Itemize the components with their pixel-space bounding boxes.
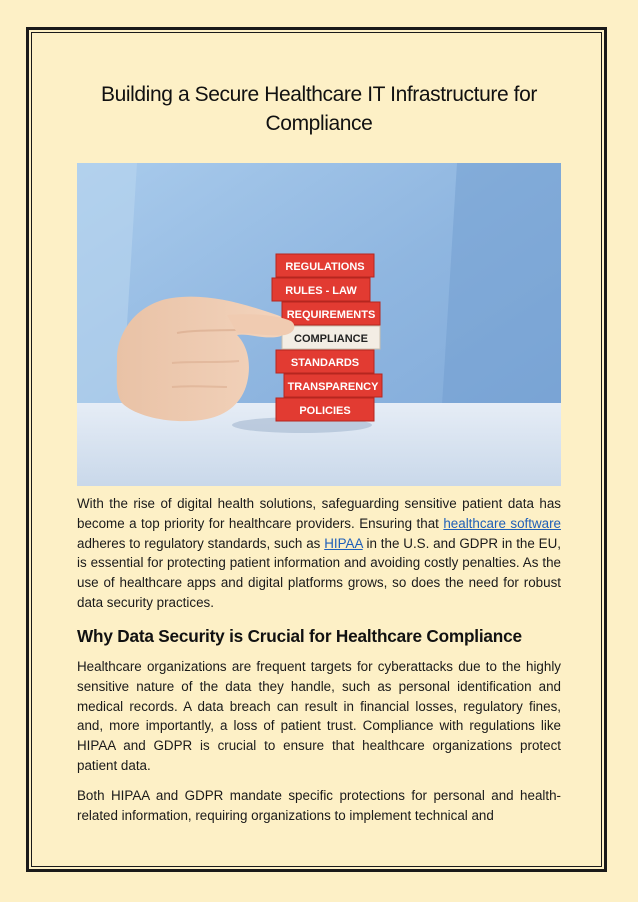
hero-image [77,163,561,486]
intro-text: With the rise of digital health solutions, safeguarding sensitive patient data has become a top priority for healthcare providers. Ensuring that [77,496,561,531]
link-hipaa[interactable]: HIPAA [324,535,363,551]
block-label: RULES - LAW [285,285,357,297]
section-heading: Why Data Security is Crucial for Healthcare Compliance [77,626,522,646]
block-label: COMPLIANCE [294,333,368,345]
block-regulations [276,254,374,277]
finger-crease [172,386,227,387]
block-policies [276,398,374,421]
block-label: POLICIES [299,405,351,417]
block-label: REGULATIONS [285,261,365,273]
intro-text: adheres to regulatory standards, such as [77,535,325,551]
hero-illustration [77,163,561,486]
block-transparency [284,374,382,397]
block-label: STANDARDS [290,357,360,369]
link-healthcare-software[interactable]: healthcare software [443,515,561,531]
document-title: Building a Secure Healthcare IT Infrastructure for Compliance [100,83,537,135]
block-compliance [282,326,380,349]
block-label: TRANSPARENCY [287,381,379,393]
paragraph-hipaa-gdpr: Both HIPAA and GDPR mandate specific protections for personal and health-related information, requiring organizations to implement technical and [77,788,561,823]
block-standards [276,350,374,373]
block-label: REQUIREMENTS [286,309,376,321]
intro-text: in the U.S. and GDPR in the EU, is essential for protecting patient information and avoiding costly penalties. As the use of healthcare apps and digital platforms grows, so does the need for robust data security practices. [77,535,562,610]
compliance-blocks [272,254,382,421]
block-rules-law [272,278,370,301]
block-requirements [282,302,380,325]
paragraph-data-security: Healthcare organizations are frequent targets for cyberattacks due to the highly sensitive nature of the data they handle, such as personal identification and medical records. A data breach can result in financial losses, regulatory fines, and, more importantly, a loss of patient trust. Compliance with regulations like HIPAA and GDPR is crucial to ensure that healthcare organizations protect patient data. [77,659,561,773]
intro-paragraph [77,494,561,613]
